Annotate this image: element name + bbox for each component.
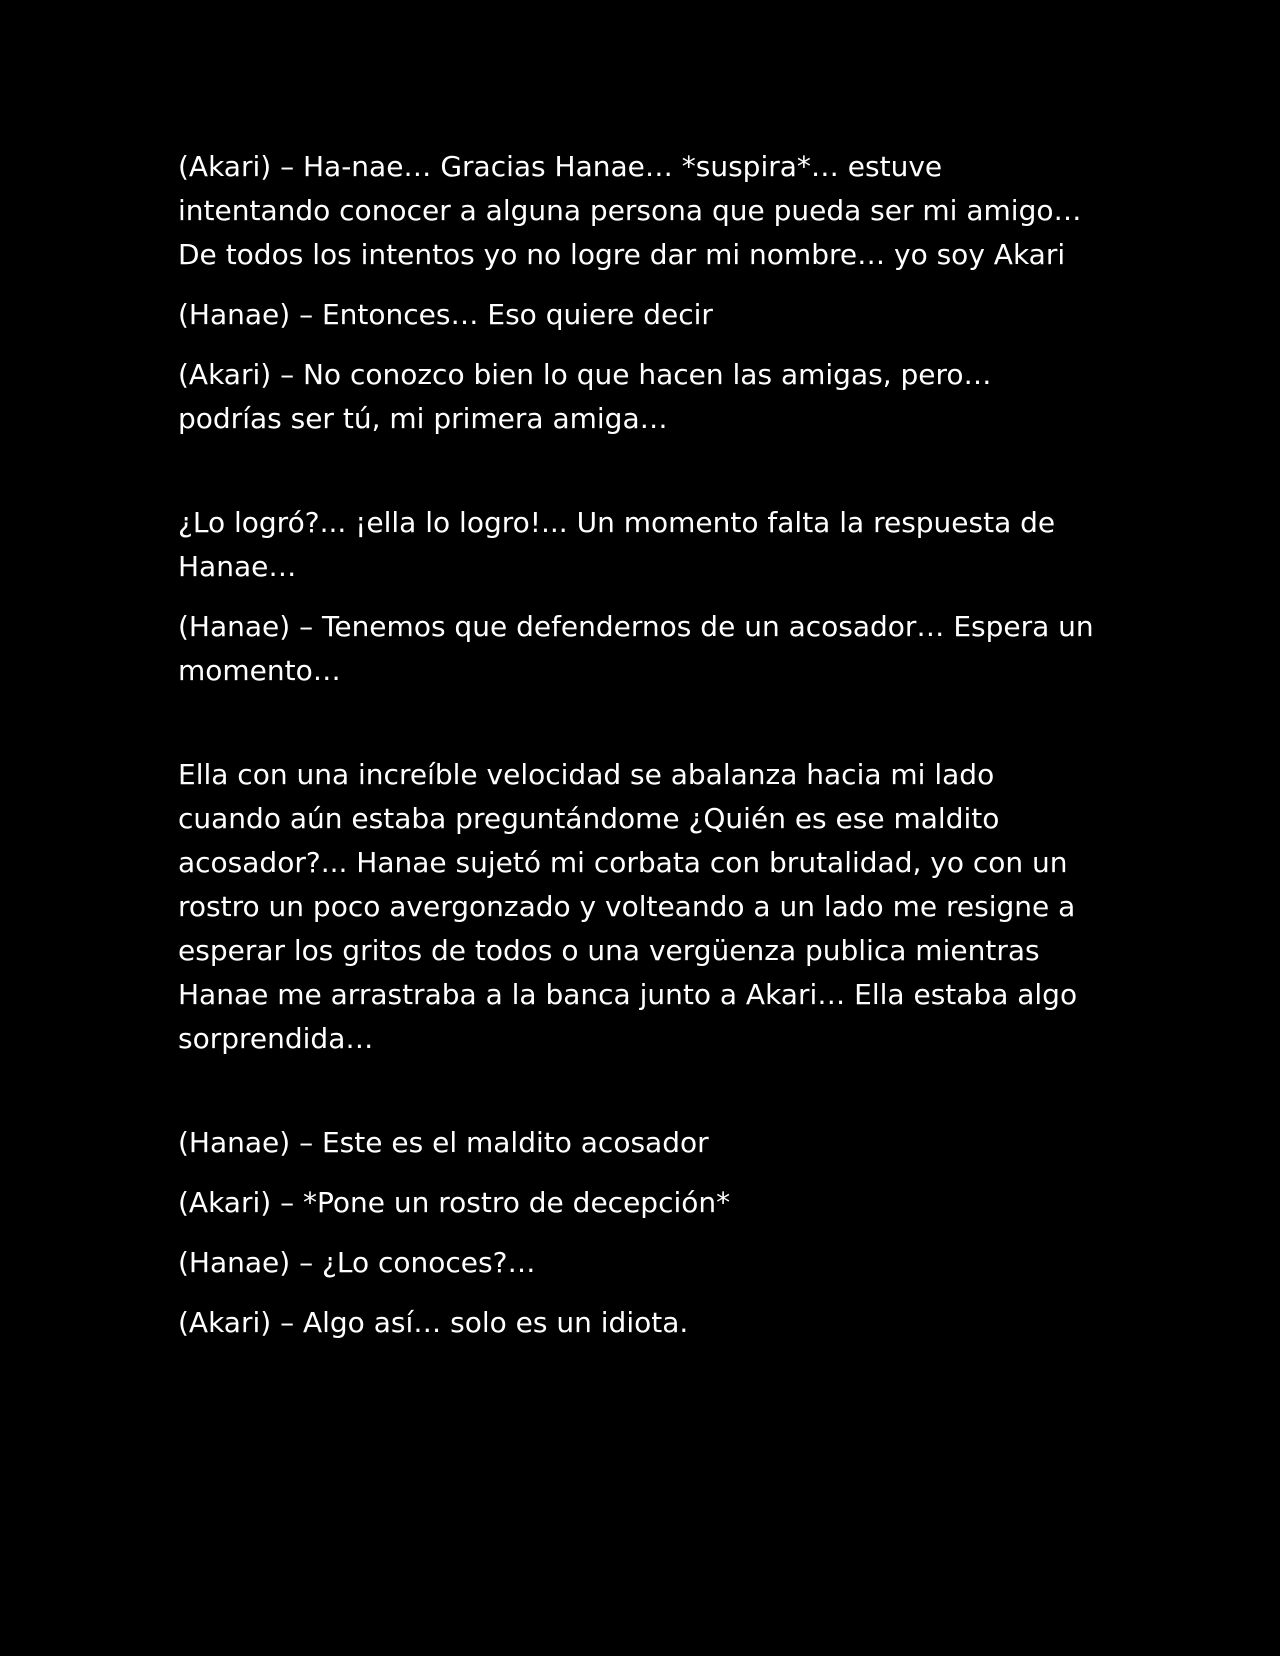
document-page [178,145,1103,1361]
paragraph-akari-decepcion: (Akari) – *Pone un rostro de decepción* [178,1186,731,1219]
paragraph-narration-lo-logro: ¿Lo logró?... ¡ella lo logro!... Un momento falta la respuesta de Hanae… [178,506,1065,583]
paragraph-akari-intro: (Akari) – Ha-nae… Gracias Hanae… *suspira*… estuve intentando conocer a alguna persona que pueda ser mi amigo… De todos los intentos yo no logre dar mi nombre… yo soy Akari [178,150,1091,271]
paragraph-hanae-entonces: (Hanae) – Entonces… Eso quiere decir [178,298,713,331]
paragraph-akari-primera-amiga: (Akari) – No conozco bien lo que hacen las amigas, pero… podrías ser tú, mi primera amiga… [178,358,1001,435]
paragraph-hanae-lo-conoces: (Hanae) – ¿Lo conoces?… [178,1246,536,1279]
paragraph-hanae-acosador: (Hanae) – Tenemos que defendernos de un acosador… Espera un momento… [178,610,1103,687]
paragraph-akari-idiota: (Akari) – Algo así… solo es un idiota. [178,1306,689,1339]
paragraph-narration-velocidad: Ella con una increíble velocidad se abalanza hacia mi lado cuando aún estaba preguntándome ¿Quién es ese maldito acosador?... Hanae sujetó mi corbata con brutalidad, yo con un rostro un poco avergonzado y volteando a un lado me resigne a esperar los gritos de todos o una vergüenza publica mientras Hanae me arrastraba a la banca junto a Akari… Ella estaba algo sorprendida… [178,758,1086,1055]
paragraph-hanae-este-es: (Hanae) – Este es el maldito acosador [178,1126,709,1159]
